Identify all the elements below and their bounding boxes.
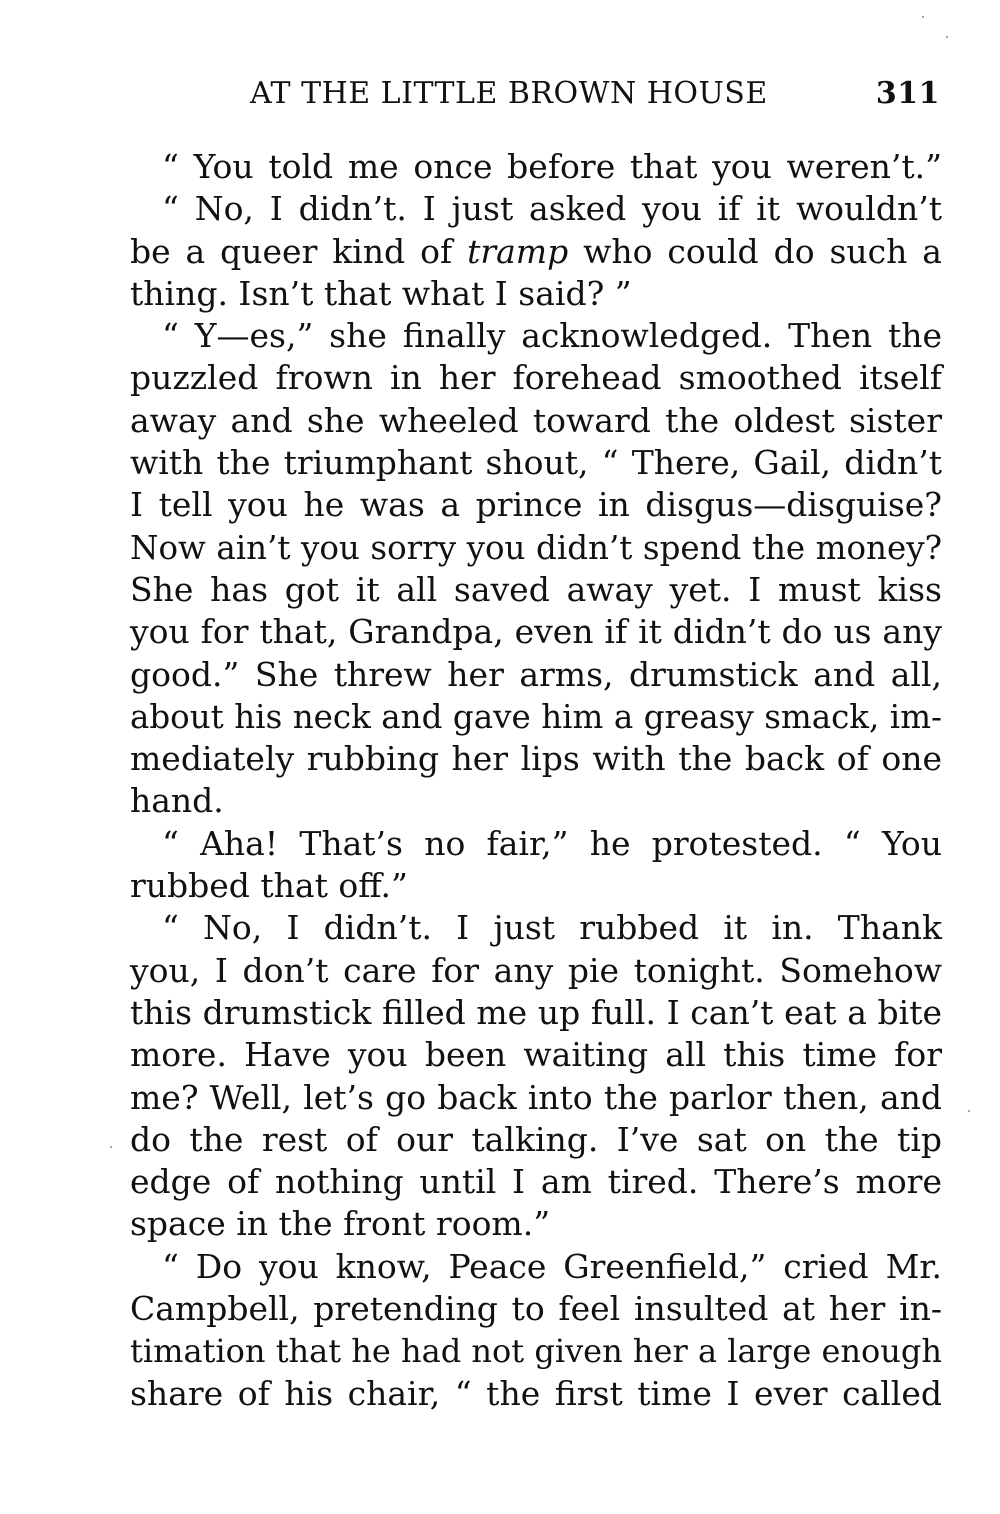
- text-line: with the triumphant shout, “ There, Gail, didn’t: [130, 443, 942, 483]
- text-line: do the rest of our talking. I’ve sat on the tip: [130, 1119, 942, 1159]
- text-line: you, I don’t care for any pie tonight. Somehow: [130, 950, 942, 990]
- text-line: this drumstick filled me up full. I can’t eat a bite: [130, 992, 942, 1032]
- text-line: “ You told me once before that you weren’t.”: [162, 147, 942, 186]
- text-line: Now ain’t you sorry you didn’t spend the money?: [130, 528, 942, 567]
- text-line: “ Aha! That’s no fair,” he protested. “ You: [162, 823, 942, 863]
- text-line: mediately rubbing her lips with the back of one: [130, 739, 942, 779]
- text-line: puzzled frown in her forehead smoothed itself: [130, 358, 942, 398]
- text-line: thing. Isn’t that what I said? ”: [130, 273, 632, 313]
- page-header: [250, 76, 940, 116]
- text-line: hand.: [130, 781, 224, 821]
- text-line: space in the front room.”: [130, 1204, 551, 1244]
- page-number: 311: [875, 76, 940, 111]
- text-line: rubbed that off.”: [130, 866, 408, 906]
- text-line: be a queer kind of tramp who could do such a: [130, 231, 942, 271]
- text-line: timation that he had not given her a large enough: [130, 1332, 942, 1371]
- text-line: more. Have you been waiting all this time for: [130, 1035, 942, 1075]
- speck: [946, 36, 948, 38]
- text-line: “ Do you know, Peace Greenfield,” cried Mr.: [162, 1246, 942, 1286]
- italic-word: tramp: [467, 231, 569, 271]
- text-line: share of his chair, “ the first time I ever called: [130, 1373, 942, 1413]
- text-line: you for that, Grandpa, even if it didn’t do us any: [130, 612, 942, 652]
- text-line: me? Well, let’s go back into the parlor then, and: [130, 1077, 942, 1117]
- text-line: “ Y—es,” she finally acknowledged. Then the: [162, 316, 942, 356]
- text-line: She has got it all saved away yet. I must kiss: [130, 569, 942, 609]
- text-line: “ No, I didn’t. I just asked you if it wouldn’t: [162, 189, 942, 229]
- text-line: good.” She threw her arms, drumstick and all,: [130, 654, 942, 694]
- speck: [922, 16, 924, 18]
- text-line: Campbell, pretending to feel insulted at her in-: [130, 1289, 942, 1329]
- body-text: [130, 146, 942, 1415]
- speck: [110, 1146, 112, 1148]
- running-head: AT THE LITTLE BROWN HOUSE: [250, 76, 768, 111]
- text-line: edge of nothing until I am tired. There’s more: [130, 1162, 942, 1202]
- text-line: away and she wheeled toward the oldest sister: [130, 400, 942, 440]
- speck: [968, 1110, 970, 1112]
- text-line: “ No, I didn’t. I just rubbed it in. Thank: [162, 908, 942, 948]
- text-line: I tell you he was a prince in disgus—disguise?: [130, 485, 942, 525]
- text-line: about his neck and gave him a greasy smack, im-: [130, 697, 942, 736]
